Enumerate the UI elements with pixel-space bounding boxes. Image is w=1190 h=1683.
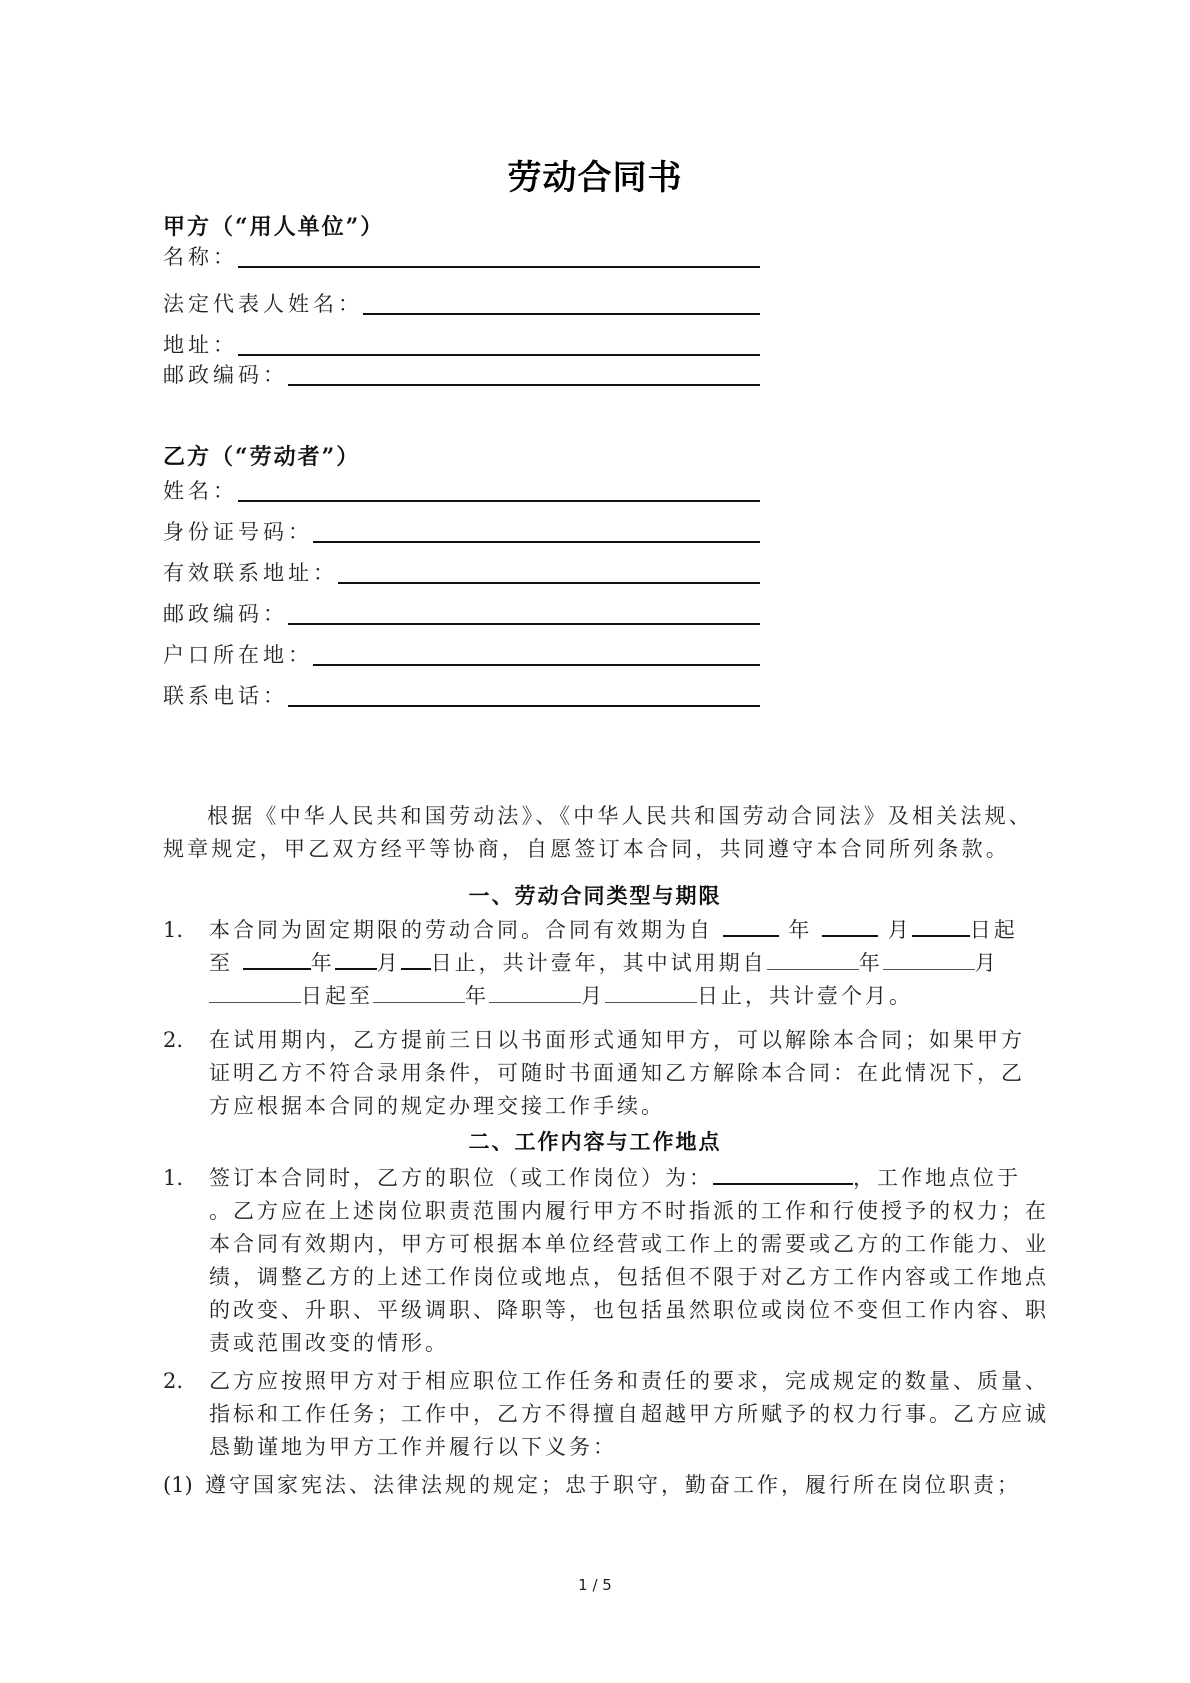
- item-number: 2.: [163, 1028, 184, 1052]
- item-text: 月: [581, 984, 605, 1008]
- item-text: 年: [788, 918, 813, 942]
- section-2-item-2: [163, 1365, 1053, 1464]
- item-text: 日止，共计壹个月。: [697, 984, 913, 1008]
- section-1-heading: 一、劳动合同类型与期限: [468, 883, 722, 908]
- start-day-blank[interactable]: [912, 917, 970, 937]
- item-text: ，工作地点位于: [853, 1166, 1021, 1190]
- item-body: [209, 914, 1063, 1013]
- item-body: 在试用期内，乙方提前三日以书面形式通知甲方，可以解除本合同；如果甲方证明乙方不符合录用条件，可随时书面通知乙方解除本合同：在此情况下，乙方应根据本合同的规定办理交接工作手续。: [209, 1028, 1025, 1118]
- name-input-line[interactable]: [238, 478, 760, 502]
- field-label: 邮政编码：: [163, 602, 288, 626]
- page-indicator: 1 / 5: [578, 1576, 612, 1594]
- start-year-blank[interactable]: [723, 917, 779, 937]
- end-year-blank[interactable]: [243, 950, 311, 970]
- party-b-id-number-field[interactable]: [163, 515, 760, 545]
- party-a-postcode-field[interactable]: [163, 358, 760, 388]
- item-text: 至: [209, 951, 233, 975]
- item-number: 1.: [163, 918, 184, 942]
- party-b-heading: 乙方（“劳动者”）: [163, 444, 361, 470]
- item-text: 本合同为固定期限的劳动合同。合同有效期为自: [209, 918, 713, 942]
- item-body: [209, 1162, 1053, 1360]
- item-body: 乙方应按照甲方对于相应职位工作任务和责任的要求，完成规定的数量、质量、指标和工作任务；工作中，乙方不得擅自超越甲方所赋予的权力行事。乙方应诚恳勤谨地为甲方工作并履行以下义务：: [209, 1369, 1049, 1459]
- hukou-input-line[interactable]: [313, 642, 760, 666]
- field-label: 名称：: [163, 245, 238, 269]
- document-title: 劳动合同书: [507, 158, 683, 198]
- field-label: 身份证号码：: [163, 520, 313, 544]
- probation-start-day-blank[interactable]: [209, 984, 301, 1003]
- field-label: 户口所在地：: [163, 643, 313, 667]
- party-b-name-field[interactable]: [163, 474, 760, 504]
- item-text: 日止，共计壹年，其中试用期自: [430, 951, 767, 975]
- name-input-line[interactable]: [238, 244, 760, 268]
- field-label: 姓名：: [163, 479, 238, 503]
- field-label: 邮政编码：: [163, 363, 288, 387]
- item-text: 年: [858, 951, 883, 975]
- item-text: 签订本合同时，乙方的职位（或工作岗位）为：: [209, 1166, 713, 1190]
- item-text: 月: [376, 951, 401, 975]
- postcode-input-line[interactable]: [288, 601, 760, 625]
- item-number: 1.: [163, 1166, 184, 1190]
- end-month-blank[interactable]: [335, 950, 377, 970]
- section-1-item-2: [163, 1024, 1043, 1123]
- section-2-item-1: [163, 1162, 1053, 1360]
- item-text: 日起至: [301, 984, 373, 1008]
- section-2-heading: 二、工作内容与工作地点: [468, 1129, 722, 1154]
- probation-end-day-blank[interactable]: [605, 984, 697, 1003]
- item-number: 2.: [163, 1369, 184, 1393]
- party-b-hukou-field[interactable]: [163, 638, 760, 668]
- legal-rep-input-line[interactable]: [363, 291, 760, 315]
- field-label: 联系电话：: [163, 684, 288, 708]
- section-2-subitem-1: [163, 1469, 1053, 1502]
- section-1-item-1: [163, 914, 1063, 1013]
- party-b-phone-field[interactable]: [163, 679, 760, 709]
- position-blank[interactable]: [713, 1165, 853, 1185]
- probation-start-year-blank[interactable]: [767, 951, 859, 970]
- party-b-postcode-field[interactable]: [163, 597, 760, 627]
- contact-address-input-line[interactable]: [338, 560, 760, 584]
- end-day-blank[interactable]: [401, 950, 431, 970]
- probation-end-year-blank[interactable]: [373, 984, 465, 1003]
- party-a-legal-rep-field[interactable]: [163, 287, 760, 317]
- field-label: 地址：: [163, 333, 238, 357]
- item-number: (1): [163, 1473, 193, 1497]
- field-label: 法定代表人姓名：: [163, 292, 363, 316]
- party-a-heading: 甲方（“用人单位”）: [163, 214, 385, 240]
- item-text: 。乙方应在上述岗位职责范围内履行甲方不时指派的工作和行使授予的权力；在本合同有效期内，甲方可根据本单位经营或工作上的需要或乙方的工作能力、业绩，调整乙方的上述工作岗位或地点，包括但不限于对乙方工作内容或工作地点的改变、升职、平级调职、降职等，也包括虽然职位或岗位不变但工作内容、职责或范围改变的情形。: [209, 1199, 1049, 1355]
- item-text: 月: [887, 918, 912, 942]
- party-b-contact-address-field[interactable]: [163, 556, 760, 586]
- item-text: 日起: [969, 918, 1018, 942]
- party-a-address-field[interactable]: [163, 328, 760, 358]
- item-text: 年: [465, 984, 489, 1008]
- item-text: 年: [310, 951, 335, 975]
- item-body: 遵守国家宪法、法律法规的规定；忠于职守，勤奋工作，履行所在岗位职责；: [205, 1473, 1021, 1497]
- probation-start-month-blank[interactable]: [883, 951, 975, 970]
- postcode-input-line[interactable]: [288, 362, 760, 386]
- probation-end-month-blank[interactable]: [489, 984, 581, 1003]
- field-label: 有效联系地址：: [163, 561, 338, 585]
- address-input-line[interactable]: [238, 332, 760, 356]
- phone-input-line[interactable]: [288, 683, 760, 707]
- intro-paragraph: 根据《中华人民共和国劳动法》、《中华人民共和国劳动合同法》及相关法规、规章规定，甲乙双方经平等协商，自愿签订本合同，共同遵守本合同所列条款。: [163, 804, 1033, 861]
- item-text: 月: [974, 951, 999, 975]
- party-a-name-field[interactable]: [163, 240, 760, 270]
- start-month-blank[interactable]: [822, 917, 878, 937]
- id-number-input-line[interactable]: [313, 519, 760, 543]
